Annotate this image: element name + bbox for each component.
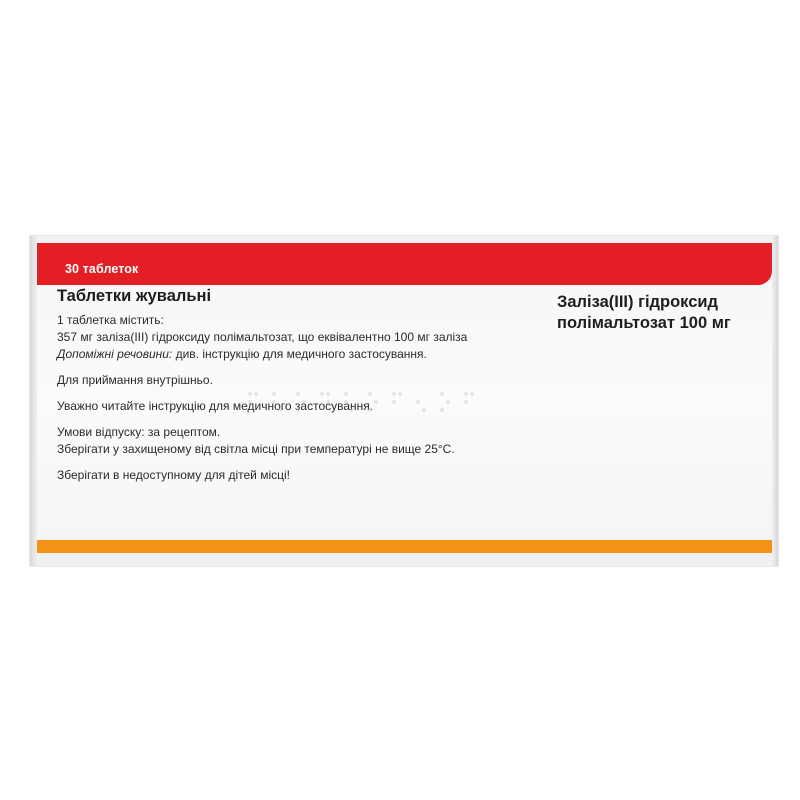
product-form: Таблетки жувальні	[57, 287, 212, 305]
medicine-box	[30, 236, 778, 566]
red-header-band	[37, 243, 772, 285]
box-top-edge	[37, 236, 772, 243]
orange-footer-band	[37, 540, 772, 553]
box-bottom-edge	[37, 553, 772, 566]
children-warning: Зберігати в недоступному для дітей місці!	[57, 468, 290, 482]
product-name-line-1: Заліза(III) гідроксид	[557, 293, 718, 311]
package-info	[57, 286, 557, 484]
excipients-text: див. інструкцію для медичного застосування.	[172, 347, 427, 361]
box-right-edge	[772, 236, 778, 566]
route-of-administration: Для приймання внутрішньо.	[57, 373, 213, 387]
composition-title: 1 таблетка містить:	[57, 313, 164, 327]
product-name	[557, 292, 772, 334]
excipients-label: Допоміжні речовини:	[57, 347, 173, 361]
box-left-edge	[30, 236, 37, 566]
braille-embossing	[240, 386, 500, 426]
read-instructions: Уважно читайте інструкцію для медичного застосування.	[57, 399, 374, 413]
dispensing-conditions: Умови відпуску: за рецептом.	[57, 425, 221, 439]
product-name-line-2: полімальтозат 100 мг	[557, 314, 731, 332]
storage-conditions: Зберігати у захищеному від світла місці при температурі не вище 25°С.	[57, 442, 455, 456]
tablet-count: 30 таблеток	[65, 262, 139, 276]
excipients	[57, 346, 557, 363]
composition-detail: 357 мг заліза(III) гідроксиду полімальтозат, що еквівалентно 100 мг заліза	[57, 330, 468, 344]
